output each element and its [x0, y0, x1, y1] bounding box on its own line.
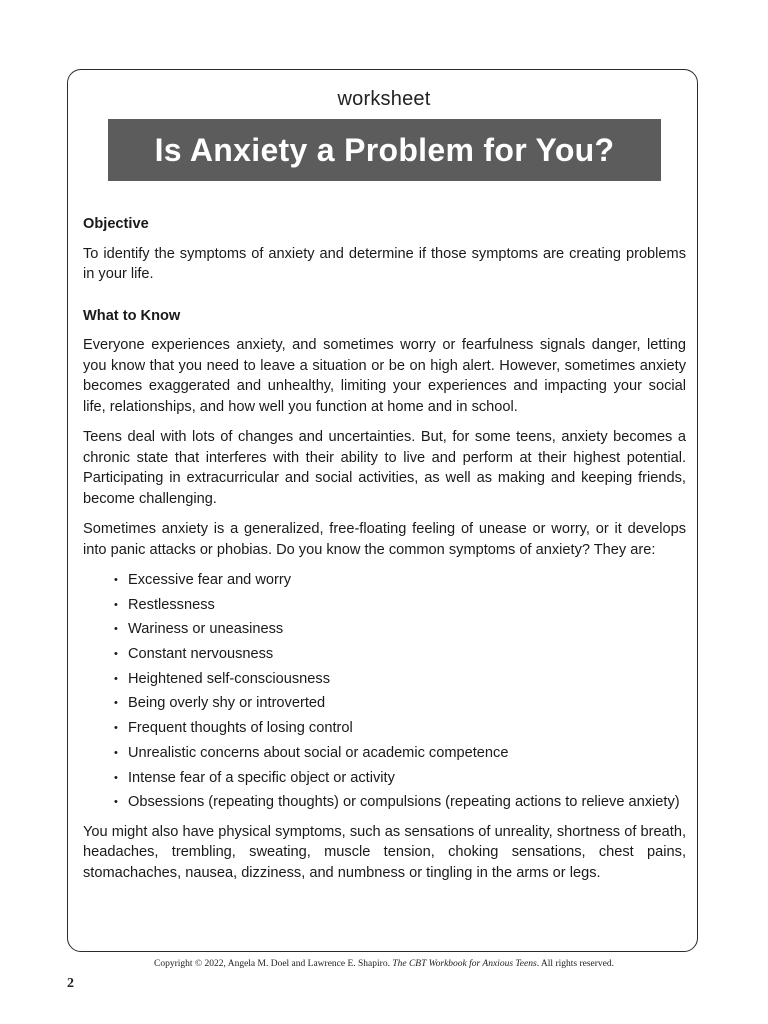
list-item — [114, 619, 686, 640]
title-banner — [108, 119, 661, 181]
paragraph: Sometimes anxiety is a generalized, free-floating feeling of unease or worry, or it develops into panic attacks or phobias. Do you know the common symptoms of anxiety? They are: — [83, 521, 686, 558]
list-item-text: Unrealistic concerns about social or academic competence — [128, 744, 509, 761]
what-to-know-heading: What to Know — [83, 307, 181, 324]
list-item — [114, 718, 686, 739]
list-item-text: Intense fear of a specific object or activity — [128, 769, 395, 786]
list-item-text: Excessive fear and worry — [128, 572, 292, 588]
list-item — [114, 792, 686, 813]
list-item — [114, 570, 686, 591]
closing-paragraph: You might also have physical symptoms, such as sensations of unreality, shortness of breath, headaches, trembling, sweating, muscle tension, choking sensations, chest pains, stomachaches, nausea, dizziness, and numbness or tingling in the arms or legs. — [83, 823, 686, 881]
bullet-icon: • — [114, 648, 118, 661]
list-item-text: Restlessness — [128, 596, 215, 613]
bullet-icon: • — [114, 672, 118, 685]
copyright-prefix: Copyright © 2022, Angela M. Doel and Lawrence E. Shapiro. — [153, 959, 393, 969]
bullet-icon: • — [114, 796, 118, 809]
list-item — [114, 595, 686, 616]
worksheet-content — [83, 214, 686, 893]
list-item — [114, 644, 686, 665]
copyright-notice — [0, 959, 768, 969]
page-title: Is Anxiety a Problem for You? — [154, 131, 615, 168]
bullet-icon: • — [114, 722, 118, 735]
list-item-text: Being overly shy or introverted — [128, 695, 326, 712]
book-title: The CBT Workbook for Anxious Teens — [392, 959, 537, 969]
page-number: 2 — [67, 976, 74, 991]
list-item-text: Wariness or uneasiness — [128, 621, 284, 638]
symptom-list — [83, 570, 686, 813]
bullet-icon: • — [114, 598, 118, 611]
list-item-text: Obsessions (repeating thoughts) or compulsions (repeating actions to relieve anxiety) — [128, 794, 680, 811]
list-item — [114, 693, 686, 714]
worksheet-label: worksheet — [337, 88, 431, 110]
list-item-text: Constant nervousness — [128, 646, 274, 663]
bullet-icon: • — [114, 574, 118, 586]
bullet-icon: • — [114, 697, 118, 710]
bullet-icon: • — [114, 746, 118, 759]
list-item — [114, 743, 686, 764]
list-item-text: Heightened self-consciousness — [128, 670, 330, 687]
list-item — [114, 669, 686, 690]
copyright-suffix: . All rights reserved. — [536, 959, 615, 969]
paragraph: Everyone experiences anxiety, and sometimes worry or fearfulness signals danger, letting you know that you need to leave a situation or be on high alert. However, sometimes anxiety becomes exaggerated and unhealthy, limiting your experiences and impacting your social life, relationships, and how well you function at home and in school. — [83, 337, 686, 415]
paragraph: Teens deal with lots of changes and uncertainties. But, for some teens, anxiety becomes a chronic state that interferes with their ability to live and perform at their highest potential. Participating in extracurricular and social activities, as well as making and keeping friends, become challenging. — [83, 429, 686, 507]
objective-heading: Objective — [83, 216, 149, 232]
list-item — [114, 768, 686, 789]
list-item-text: Frequent thoughts of losing control — [128, 720, 353, 737]
objective-text: To identify the symptoms of anxiety and determine if those symptoms are creating problems in your life. — [83, 245, 686, 282]
bullet-icon: • — [114, 623, 118, 636]
bullet-icon: • — [114, 771, 118, 784]
